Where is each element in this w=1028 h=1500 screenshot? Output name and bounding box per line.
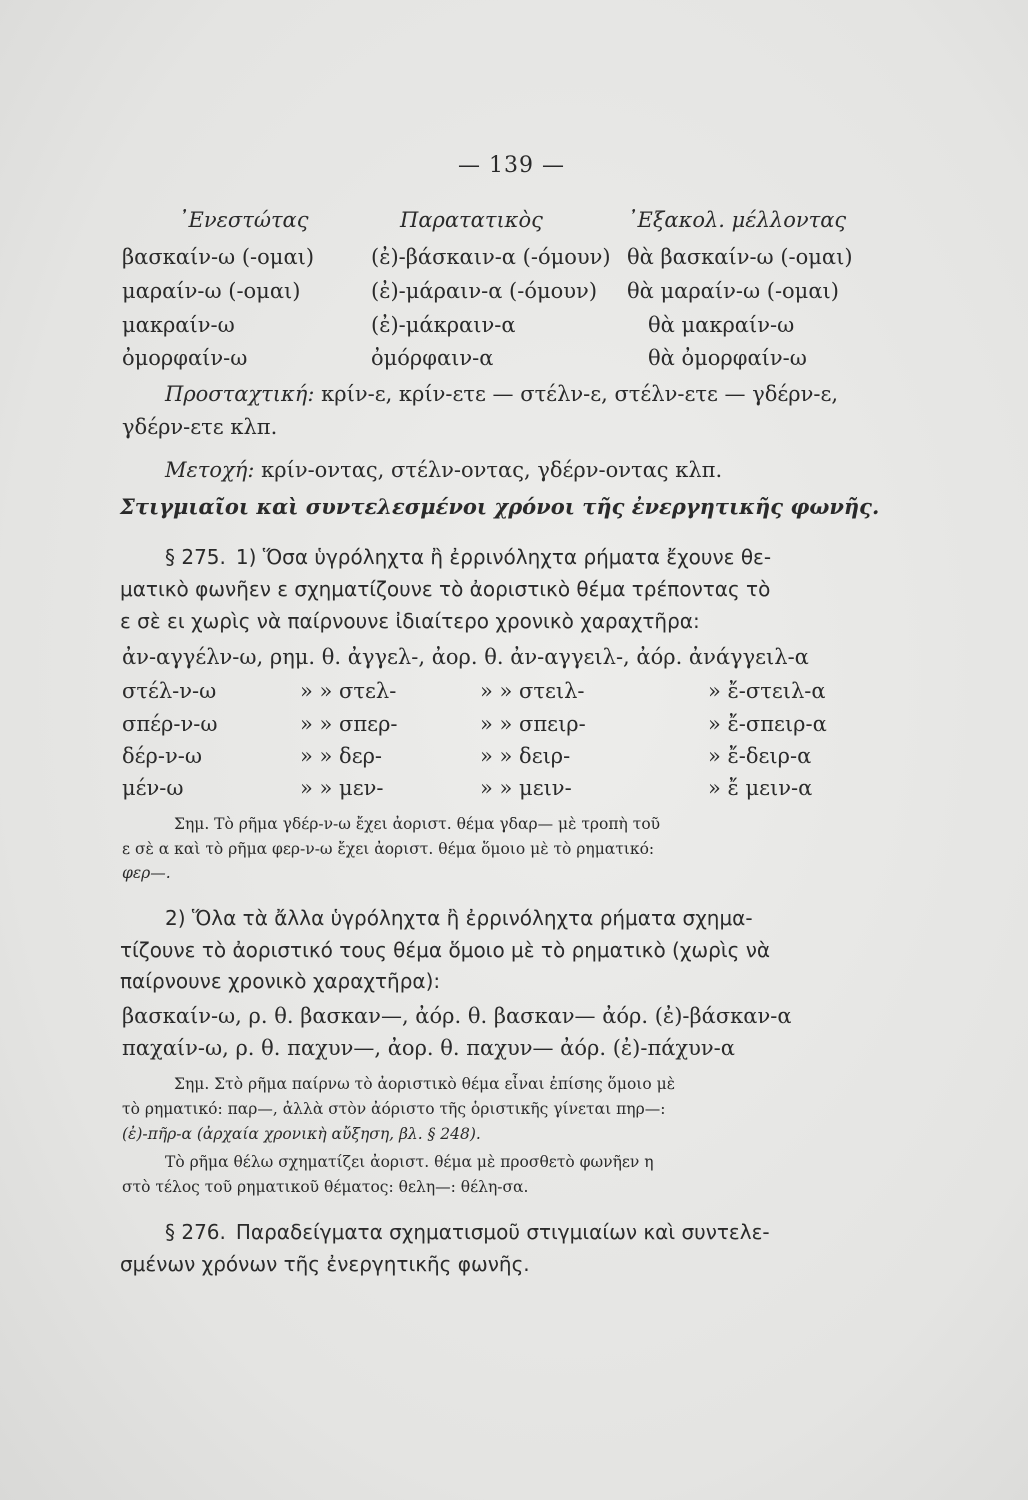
example-stem: » » στελ- [300, 679, 397, 703]
participle-line [165, 458, 722, 482]
table-cell: (ἐ)-μάκραιν-α [371, 313, 516, 337]
section-heading: Στιγμιαῖοι καὶ συντελεσμένοι χρόνοι τῆς ἐνεργητικῆς φωνῆς. [120, 494, 880, 519]
example-verb: μέν-ω [122, 776, 184, 800]
example-verb: στέλ-ν-ω [122, 679, 217, 703]
table-cell: θὰ βασκαίν-ω (-ομαι) [627, 245, 853, 269]
section-275-line-1 [165, 545, 771, 569]
example-row: παχαίν-ω, ρ. θ. παχυν—, ἀορ. θ. παχυν— ἀόρ. (ἐ)-πάχυν-α [122, 1036, 735, 1060]
page-number: — 139 — [458, 153, 565, 178]
section-275-part2-line: 2) Ὅλα τὰ ἄλλα ὑγρόληχτα ἢ ἐρρινόληχτα ρήματα σχημα- [165, 906, 753, 930]
imperative-text: κρίν-ε, κρίν-ετε — στέλν-ε, στέλν-ετε — γδέρν-ε, [321, 382, 839, 406]
example-aorist-stem: » » μειν- [480, 776, 572, 800]
example-aorist-stem: » » σπειρ- [480, 712, 586, 736]
table-cell: (ἐ)-μάραιν-α (-όμουν) [371, 279, 598, 303]
section-276-text: Παραδείγματα σχηματισμοῦ στιγμιαίων καὶ συντελε- [235, 1220, 770, 1244]
table-cell: ὀμόρφαιν-α [371, 346, 494, 370]
note-line: τὸ ρηματικό: παρ—, ἀλλὰ στὸν ἀόριστο τῆς ὁριστικῆς γίνεται πηρ—: [122, 1100, 666, 1118]
participle-text: κρίν-οντας, στέλν-οντας, γδέρν-οντας κλπ. [261, 458, 723, 482]
section-275-line-2: ματικὸ φωνῆεν ε σχηματίζουνε τὸ ἀοριστικὸ θέμα τρέποντας τὸ [120, 577, 771, 601]
example-aorist: » ἔ-σπειρ-α [708, 712, 827, 736]
table-cell: ὀμορφαίν-ω [122, 346, 248, 370]
section-275-part2-line: τίζουνε τὸ ἀοριστικό τους θέμα ὅμοιο μὲ τὸ ρηματικὸ (χωρὶς νὰ [120, 938, 771, 962]
example-row: ἀν-αγγέλν-ω, ρημ. θ. ἀγγελ-, ἀορ. θ. ἀν-αγγειλ-, ἀόρ. ἀνάγγειλ-α [122, 645, 809, 669]
section-275-text: 1) Ὅσα ὑγρόληχτα ἢ ἐρρινόληχτα ρήματα ἔχουνε θε- [235, 545, 772, 569]
example-stem: » » δερ- [300, 744, 383, 768]
example-stem: » » μεν- [300, 776, 384, 800]
example-aorist: » ἔ μειν-α [708, 776, 813, 800]
example-stem: » » σπερ- [300, 712, 398, 736]
imperative-line [165, 382, 838, 406]
example-aorist-stem: » » δειρ- [480, 744, 571, 768]
participle-label: Μετοχή: [165, 458, 255, 482]
note-line: Τὸ ρῆμα θέλω σχηματίζει ἀοριστ. θέμα μὲ προσθετὸ φωνῆεν η [165, 1153, 654, 1171]
table-cell: βασκαίν-ω (-ομαι) [122, 245, 315, 269]
table-cell: θὰ ὀμορφαίν-ω [648, 346, 807, 370]
note-line: Σημ. Στὸ ρῆμα παίρνω τὸ ἀοριστικὸ θέμα εἶναι ἐπίσης ὅμοιο μὲ [174, 1075, 676, 1093]
table-cell: θὰ μακραίν-ω [648, 313, 795, 337]
example-verb: δέρ-ν-ω [122, 744, 202, 768]
section-275-line-3: ε σὲ ει χωρὶς νὰ παίρνουνε ἰδιαίτερο χρονικὸ χαραχτῆρα: [120, 609, 700, 633]
imperative-continuation: γδέρν-ετε κλπ. [122, 415, 278, 439]
note-line: ε σὲ α καὶ τὸ ρῆμα φερ-ν-ω ἔχει ἀοριστ. θέμα ὅμοιο μὲ τὸ ρηματικό: [122, 840, 655, 858]
example-aorist-stem: » » στειλ- [480, 679, 585, 703]
table-cell: θὰ μαραίν-ω (-ομαι) [627, 279, 839, 303]
imperative-label: Προσταχτική: [165, 382, 315, 406]
section-276-line-2: σμένων χρόνων τῆς ἐνεργητικῆς φωνῆς. [120, 1252, 530, 1276]
section-276-number: § 276. [165, 1220, 226, 1244]
section-275-number: § 275. [165, 545, 226, 569]
header-imperfect: Παρατατικὸς [400, 208, 543, 232]
header-present: ᾿Ενεστώτας [178, 208, 309, 232]
table-cell: μακραίν-ω [122, 313, 235, 337]
example-aorist: » ἔ-στειλ-α [708, 679, 826, 703]
example-aorist: » ἔ-δειρ-α [708, 744, 812, 768]
note-line: φερ—. [122, 864, 171, 882]
section-276-line-1 [165, 1220, 770, 1244]
note-line: στὸ τέλος τοῦ ρηματικοῦ θέματος: θελη—: θέλη-σα. [122, 1178, 529, 1196]
example-row: βασκαίν-ω, ρ. θ. βασκαν—, ἀόρ. θ. βασκαν— ἀόρ. (ἐ)-βάσκαν-α [122, 1004, 792, 1028]
table-cell: μαραίν-ω (-ομαι) [122, 279, 301, 303]
table-cell: (ἐ)-βάσκαιν-α (-όμουν) [371, 245, 611, 269]
note-line: Σημ. Τὸ ρῆμα γδέρ-ν-ω ἔχει ἀοριστ. θέμα γδαρ— μὲ τροπὴ τοῦ [174, 815, 661, 833]
note-line: (ἐ)-πῆρ-α (ἀρχαία χρονικὴ αὔξηση, βλ. § 248). [122, 1125, 481, 1143]
example-verb: σπέρ-ν-ω [122, 712, 218, 736]
section-275-part2-line: παίρνουνε χρονικὸ χαραχτῆρα): [120, 969, 441, 993]
header-future: ᾿Εξακολ. μέλλοντας [627, 208, 847, 232]
